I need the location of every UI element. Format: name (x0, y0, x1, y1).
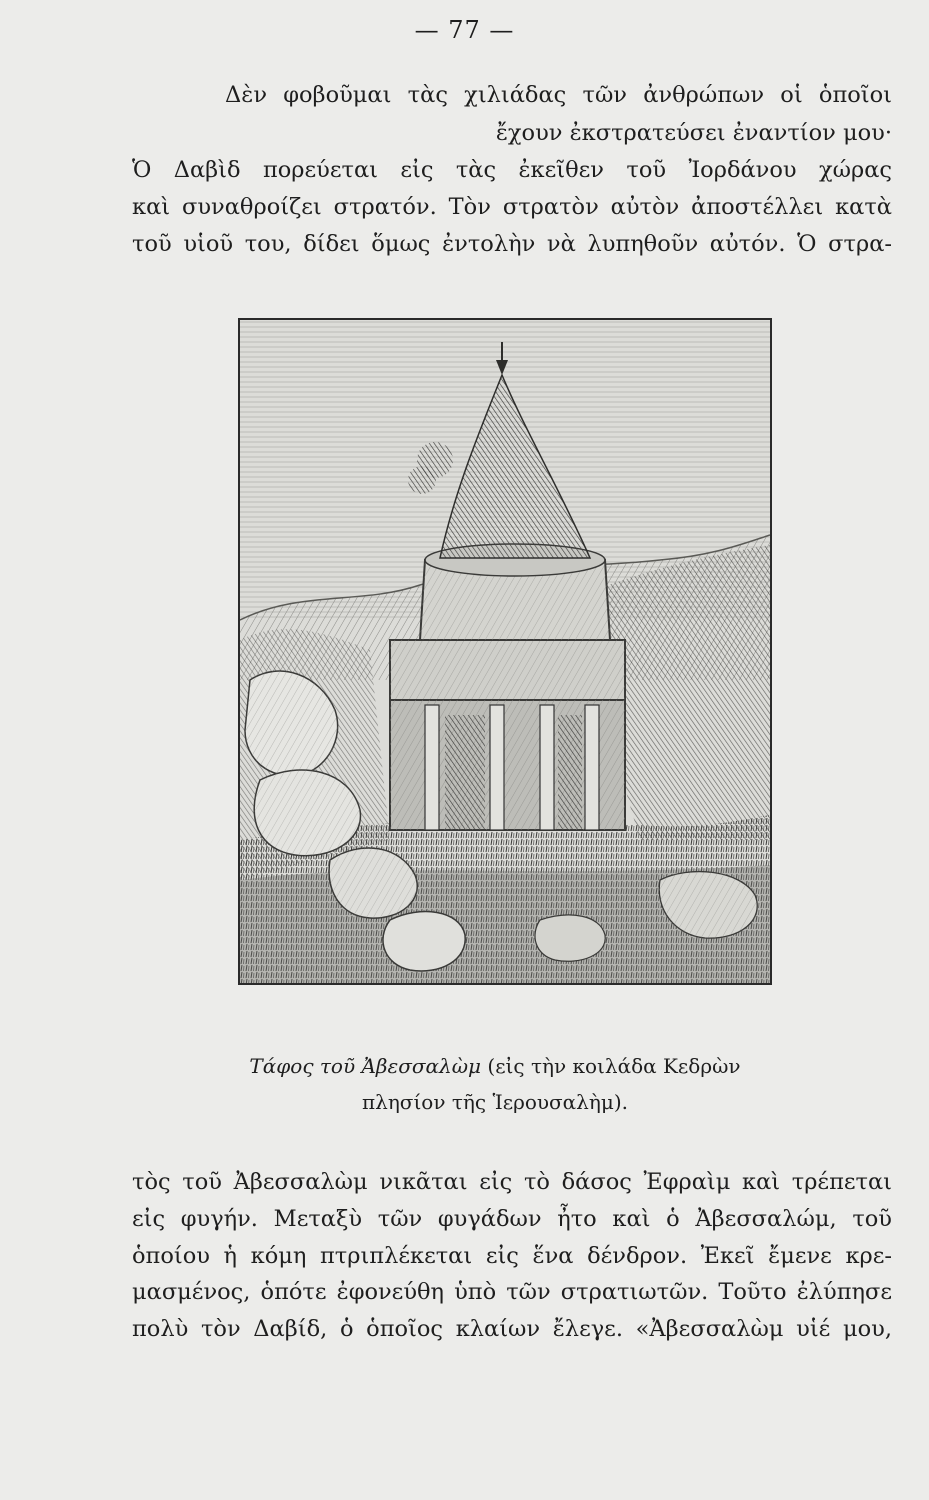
text-line: Δὲν φοβοῦμαι τὰς χιλιάδας τῶν ἀνθρώπων οἱ ὁποῖοι (225, 82, 892, 108)
text-line: εἰς φυγήν. Μεταξὺ τῶν φυγάδων ἦτο καὶ ὁ Ἀβεσσαλώμ, τοῦ (132, 1206, 892, 1232)
caption-title: Τάφος τοῦ Ἀβεσσαλὼμ (249, 1054, 482, 1078)
figure-caption-line-1 (200, 1052, 790, 1080)
text-line: μασμένος, ὁπότε ἐφονεύθη ὑπὸ τῶν στρατιωτῶν. Τοῦτο ἐλύπησε (132, 1279, 892, 1305)
page-number: — 77 — (414, 16, 515, 44)
figure-caption-line-2: πλησίον τῆς Ἱερουσαλὴμ). (362, 1090, 628, 1114)
caption-location: (εἰς τὴν κοιλάδα Κεδρὼν (487, 1054, 741, 1078)
tomb-engraving-figure (238, 318, 772, 985)
text-line: Ὁ Δαβὶδ πορεύεται εἰς τὰς ἐκεῖθεν τοῦ Ἰορδάνου χώρας (132, 157, 892, 183)
text-line: πολὺ τὸν Δαβίδ, ὁ ὁποῖος κλαίων ἔλεγε. «Ἀβεσσαλὼμ υἱέ μου, (132, 1316, 892, 1342)
text-line: ὁποίου ἡ κόμη πτριπλέκεται εἰς ἕνα δένδρον. Ἐκεῖ ἔμενε κρε- (132, 1243, 892, 1269)
text-line: καὶ συναθροίζει στρατόν. Τὸν στρατὸν αὐτὸν ἀποστέλλει κατὰ (132, 194, 892, 220)
text-line: τὸς τοῦ Ἀβεσσαλὼμ νικᾶται εἰς τὸ δάσος Ἐφραὶμ καὶ τρέπεται (132, 1169, 892, 1195)
text-line: ἔχουν ἐκστρατεύσει ἐναντίον μου· (495, 120, 892, 146)
text-line: τοῦ υἱοῦ του, δίδει ὅμως ἐντολὴν νὰ λυπηθοῦν αὐτόν. Ὁ στρα- (132, 231, 892, 257)
engraving-tomb-icon (240, 320, 770, 983)
